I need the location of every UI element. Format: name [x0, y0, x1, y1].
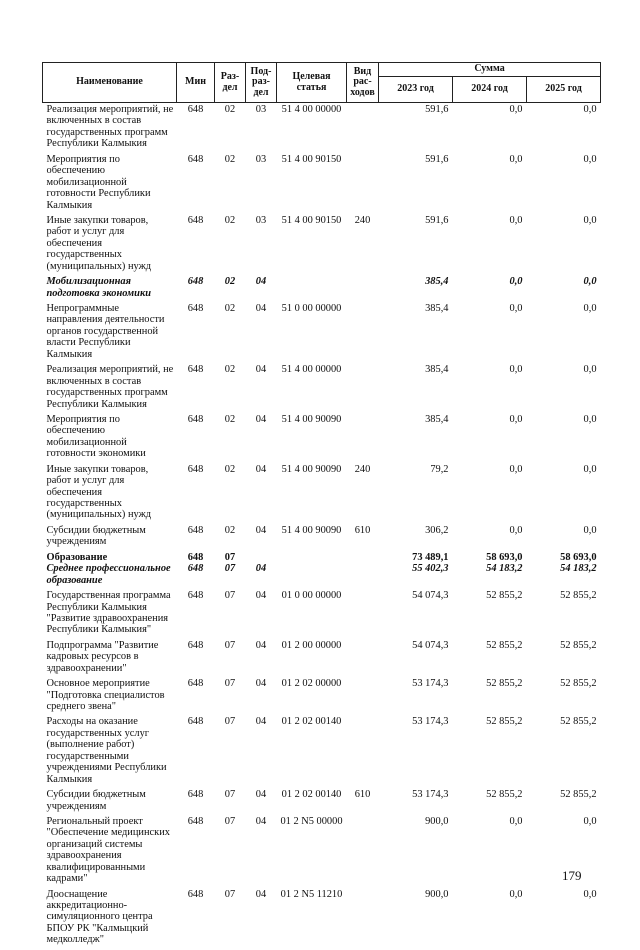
cell-target: 51 4 00 90090 — [281, 413, 342, 425]
cell-2024: 0,0 — [509, 104, 523, 115]
cell-min: 648 — [187, 639, 204, 651]
cell-2025: 0,0 — [583, 888, 597, 900]
table-row — [43, 215, 601, 276]
cell-2025: 0,0 — [583, 276, 597, 288]
cell-podrazdel: 04 — [255, 639, 267, 651]
cell-2024: 52 855,2 — [486, 678, 523, 690]
cell-2025: 52 855,2 — [560, 678, 597, 690]
cell-2023: 73 489,1 — [412, 551, 449, 563]
cell-name: Основное мероприятие "Подготовка специалистов среднего звена" — [46, 678, 165, 712]
cell-2025: 0,0 — [583, 364, 597, 376]
col-header-target: Целевая статья — [277, 63, 347, 103]
cell-vid — [347, 716, 379, 789]
cell-2025: 54 183,2 — [560, 563, 597, 575]
table-row — [43, 552, 601, 563]
cell-name: Расходы на оказание государственных услуг (выполнение работ) государственными учреждениями Республики Калмыкия — [46, 716, 167, 785]
cell-target: 51 4 00 00000 — [281, 364, 342, 376]
cell-2025: 0,0 — [583, 815, 597, 827]
cell-2023: 306,2 — [425, 524, 449, 536]
cell-vid — [347, 276, 379, 303]
cell-name: Реализация мероприятий, не включенных в состав государственных программ Республики Калмыкия — [46, 104, 174, 150]
col-header-2025: 2025 год — [527, 77, 601, 103]
cell-2024: 0,0 — [509, 303, 523, 314]
cell-vid — [347, 590, 379, 640]
cell-2023: 54 074,3 — [412, 639, 449, 651]
col-header-razdel: Раз- дел — [215, 63, 246, 103]
cell-target: 01 2 02 00000 — [281, 678, 342, 690]
table-row — [43, 154, 601, 215]
cell-2023: 385,4 — [425, 413, 449, 425]
cell-min: 648 — [187, 463, 204, 475]
cell-razdel: 02 — [224, 463, 236, 475]
cell-name: Среднее профессиональное образование — [46, 563, 171, 586]
cell-min: 648 — [187, 590, 204, 602]
cell-vid — [347, 889, 379, 950]
cell-vid — [347, 303, 379, 364]
cell-podrazdel: 04 — [255, 563, 267, 575]
cell-vid: 240 — [354, 463, 371, 475]
cell-vid — [347, 414, 379, 464]
cell-name: Иные закупки товаров, работ и услуг для обеспечения государственных (муниципальных) нужд — [46, 463, 152, 521]
cell-podrazdel: 03 — [255, 153, 267, 165]
cell-2023: 900,0 — [425, 888, 449, 900]
table-header — [43, 63, 601, 103]
cell-name: Мероприятия по обеспечению мобилизационной готовности Республики Калмыкия — [46, 153, 151, 211]
cell-vid — [347, 364, 379, 414]
cell-2023: 53 174,3 — [412, 789, 449, 801]
cell-razdel: 07 — [224, 551, 236, 563]
cell-razdel: 07 — [224, 789, 236, 801]
cell-podrazdel: 04 — [255, 716, 267, 728]
cell-2023: 900,0 — [425, 815, 449, 827]
cell-podrazdel: 04 — [255, 789, 267, 801]
cell-vid — [347, 678, 379, 716]
cell-2024: 0,0 — [509, 524, 523, 536]
cell-2024: 0,0 — [509, 153, 523, 165]
cell-2023: 55 402,3 — [412, 563, 449, 575]
cell-name: Мобилизационная подготовка экономики — [46, 276, 151, 299]
cell-2025: 0,0 — [583, 214, 597, 226]
cell-target: 51 4 00 00000 — [281, 104, 342, 115]
table-row — [43, 716, 601, 789]
col-header-2024: 2024 год — [453, 77, 527, 103]
cell-min: 648 — [187, 789, 204, 801]
cell-name: Субсидии бюджетным учреждениям — [46, 789, 146, 812]
cell-2024: 54 183,2 — [486, 563, 523, 575]
col-header-sum: Сумма — [379, 63, 601, 77]
cell-min: 648 — [187, 716, 204, 728]
cell-2024: 0,0 — [509, 276, 523, 288]
cell-min: 648 — [187, 413, 204, 425]
cell-2024: 52 855,2 — [486, 716, 523, 728]
cell-2024: 52 855,2 — [486, 789, 523, 801]
cell-target: 01 2 00 00000 — [281, 639, 342, 651]
cell-target: 51 4 00 90150 — [281, 214, 342, 226]
cell-2023: 385,4 — [425, 364, 449, 376]
cell-2025: 52 855,2 — [560, 789, 597, 801]
cell-2024: 52 855,2 — [486, 590, 523, 602]
cell-2025: 0,0 — [583, 524, 597, 536]
cell-2025: 52 855,2 — [560, 716, 597, 728]
cell-min: 648 — [187, 524, 204, 536]
cell-2025: 52 855,2 — [560, 639, 597, 651]
cell-2025: 0,0 — [583, 153, 597, 165]
cell-2025: 52 855,2 — [560, 590, 597, 602]
cell-2023: 591,6 — [425, 153, 449, 165]
table-row — [43, 276, 601, 303]
cell-2024: 0,0 — [509, 413, 523, 425]
cell-2025: 0,0 — [583, 463, 597, 475]
table-row — [43, 563, 601, 590]
table-row — [43, 364, 601, 414]
table-row — [43, 525, 601, 552]
cell-razdel: 07 — [224, 815, 236, 827]
cell-razdel: 02 — [224, 104, 236, 115]
cell-razdel: 02 — [224, 276, 236, 288]
cell-razdel: 02 — [224, 364, 236, 376]
cell-vid — [347, 563, 379, 590]
cell-2023: 79,2 — [430, 463, 449, 475]
cell-podrazdel: 04 — [255, 463, 267, 475]
cell-vid — [347, 552, 379, 563]
cell-2023: 385,4 — [425, 303, 449, 314]
cell-razdel: 02 — [224, 214, 236, 226]
cell-razdel: 07 — [224, 678, 236, 690]
table-body — [43, 103, 601, 950]
cell-podrazdel: 03 — [255, 214, 267, 226]
cell-target: 51 0 00 00000 — [281, 303, 342, 314]
cell-min: 648 — [187, 563, 204, 575]
cell-vid: 610 — [354, 789, 371, 801]
cell-razdel: 02 — [224, 153, 236, 165]
cell-name: Подпрограмма "Развитие кадровых ресурсов в здравоохранении" — [46, 639, 159, 674]
cell-target — [277, 563, 347, 590]
cell-2024: 0,0 — [509, 815, 523, 827]
cell-name: Мероприятия по обеспечению мобилизационной готовности экономики — [46, 413, 146, 460]
cell-name: Государственная программа Республики Калмыкия "Развитие здравоохранения Республики Калмыкия" — [46, 590, 171, 636]
cell-name: Непрограммные направления деятельности органов государственной власти Республики Калмыкия — [46, 303, 165, 360]
cell-podrazdel: 04 — [255, 678, 267, 690]
table-row — [43, 303, 601, 364]
cell-podrazdel: 04 — [255, 276, 267, 288]
cell-2023: 53 174,3 — [412, 716, 449, 728]
cell-podrazdel: 04 — [255, 888, 267, 900]
cell-vid — [347, 640, 379, 678]
cell-razdel: 02 — [224, 524, 236, 536]
table-row — [43, 889, 601, 950]
cell-razdel: 02 — [224, 303, 236, 314]
cell-min: 648 — [187, 888, 204, 900]
cell-2025: 0,0 — [583, 104, 597, 115]
cell-razdel: 07 — [224, 716, 236, 728]
cell-2023: 591,6 — [425, 104, 449, 115]
cell-2024: 0,0 — [509, 364, 523, 376]
table-row — [43, 464, 601, 525]
cell-target: 51 4 00 90150 — [281, 153, 342, 165]
cell-2024: 58 693,0 — [486, 551, 523, 563]
cell-min: 648 — [187, 153, 204, 165]
table-row — [43, 103, 601, 154]
cell-name: Дооснащение аккредитационно-симуляционного центра БПОУ РК "Калмыцкий медколледж" — [46, 888, 153, 946]
page-number: 179 — [562, 868, 582, 883]
cell-target: 51 4 00 90090 — [281, 463, 342, 475]
cell-2025: 0,0 — [583, 303, 597, 314]
cell-vid — [347, 154, 379, 215]
cell-min: 648 — [187, 678, 204, 690]
cell-podrazdel: 04 — [255, 364, 267, 376]
cell-target: 01 2 02 00140 — [281, 716, 342, 728]
cell-podrazdel: 03 — [255, 104, 267, 115]
cell-podrazdel: 04 — [255, 590, 267, 602]
table-row — [43, 816, 601, 889]
cell-2024: 52 855,2 — [486, 639, 523, 651]
col-header-podrazdel: Под- раз- дел — [246, 63, 277, 103]
col-header-2023: 2023 год — [379, 77, 453, 103]
cell-razdel: 07 — [224, 888, 236, 900]
cell-min: 648 — [187, 815, 204, 827]
cell-2024: 0,0 — [509, 214, 523, 226]
cell-target: 01 2 N5 00000 — [280, 815, 343, 827]
cell-2024: 0,0 — [509, 888, 523, 900]
cell-2023: 591,6 — [425, 214, 449, 226]
col-header-name: Наименование — [43, 63, 177, 103]
budget-table — [42, 62, 601, 950]
col-header-vid: Вид рас- ходов — [347, 63, 379, 103]
cell-2024: 0,0 — [509, 463, 523, 475]
cell-name: Субсидии бюджетным учреждениям — [46, 524, 146, 548]
cell-2023: 54 074,3 — [412, 590, 449, 602]
cell-vid — [347, 103, 379, 154]
cell-vid: 610 — [354, 524, 371, 536]
col-header-min: Мин — [177, 63, 215, 103]
cell-target: 51 4 00 90090 — [281, 524, 342, 536]
cell-2025: 0,0 — [583, 413, 597, 425]
cell-target: 01 2 02 00140 — [281, 789, 342, 801]
cell-podrazdel: 04 — [255, 524, 267, 536]
cell-podrazdel: 04 — [255, 815, 267, 827]
cell-target — [277, 276, 347, 303]
cell-min: 648 — [187, 303, 204, 314]
cell-razdel: 07 — [224, 563, 236, 575]
cell-name: Иные закупки товаров, работ и услуг для обеспечения государственных (муниципальных) нужд — [46, 214, 152, 272]
cell-razdel: 02 — [224, 413, 236, 425]
cell-min: 648 — [187, 276, 204, 288]
cell-vid: 240 — [354, 214, 371, 226]
cell-podrazdel: 04 — [255, 413, 267, 425]
table-row — [43, 640, 601, 678]
cell-min: 648 — [187, 104, 204, 115]
cell-min: 648 — [187, 551, 204, 563]
cell-min: 648 — [187, 364, 204, 376]
cell-target: 01 2 N5 11210 — [280, 888, 343, 900]
cell-2023: 385,4 — [425, 276, 449, 288]
cell-name: Региональный проект "Обеспечение медицинских организаций системы здравоохранения квалифицированными кадрами" — [46, 815, 170, 885]
table-row — [43, 678, 601, 716]
cell-name: Образование — [46, 551, 108, 563]
table-row — [43, 590, 601, 640]
cell-2023: 53 174,3 — [412, 678, 449, 690]
cell-podrazdel — [246, 552, 277, 563]
cell-razdel: 07 — [224, 639, 236, 651]
cell-target: 01 0 00 00000 — [281, 590, 342, 602]
cell-2025: 58 693,0 — [560, 551, 597, 563]
cell-podrazdel: 04 — [255, 303, 267, 314]
cell-razdel: 07 — [224, 590, 236, 602]
cell-target — [277, 552, 347, 563]
cell-vid — [347, 816, 379, 889]
cell-name: Реализация мероприятий, не включенных в состав государственных программ Республики Калмыкия — [46, 364, 174, 410]
table-row — [43, 414, 601, 464]
cell-min: 648 — [187, 214, 204, 226]
table-row — [43, 789, 601, 816]
